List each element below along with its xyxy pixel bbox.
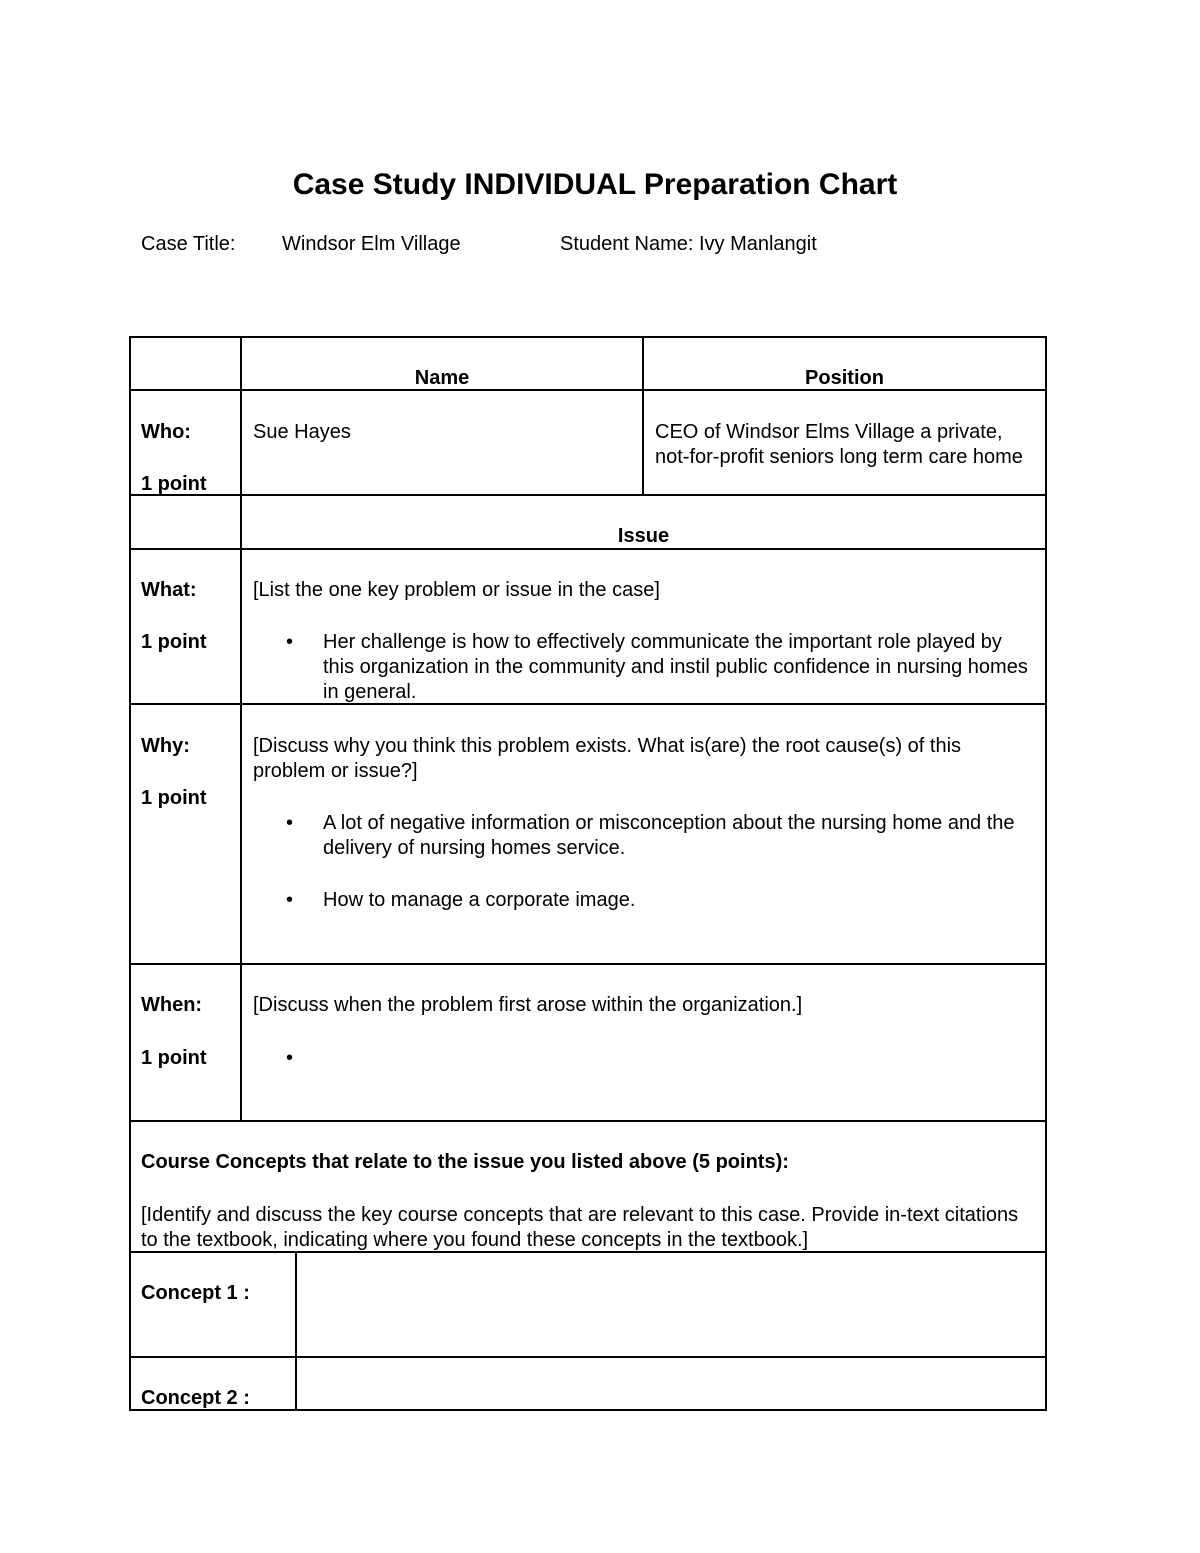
concepts-heading: Course Concepts that relate to the issue you listed above (5 points): <box>141 1151 789 1173</box>
issue-header: Issue <box>617 525 670 547</box>
concept-2-label: Concept 2 : <box>141 1387 250 1409</box>
row-line <box>129 1409 1047 1411</box>
bullet-icon: • <box>286 889 294 911</box>
what-label: What: <box>141 579 197 601</box>
who-name: Sue Hayes <box>253 421 351 443</box>
table-border-right <box>1045 336 1047 1411</box>
concepts-prompt: [Identify and discuss the key course concepts that are relevant to this case. Provide in-text citations to the textbook, indicating where you found these concepts in the textbook.] <box>141 1204 1019 1251</box>
who-label: Who: <box>141 421 191 443</box>
column-header-position: Position <box>805 367 884 389</box>
why-label: Why: <box>141 735 190 757</box>
when-points: 1 point <box>141 1047 207 1069</box>
case-title-label: Case Title: <box>141 233 236 255</box>
table-border-left <box>129 336 131 1411</box>
why-bullet-1: A lot of negative information or misconception about the nursing home and the delivery of nursing homes service. <box>323 812 1015 859</box>
why-bullet-2: How to manage a corporate image. <box>323 889 636 911</box>
label-column-divider <box>240 336 242 1121</box>
bullet-icon: • <box>286 631 294 653</box>
concept-2-field[interactable] <box>297 1358 1045 1409</box>
row-line <box>129 336 1047 338</box>
page-title: Case Study INDIVIDUAL Preparation Chart <box>292 168 898 201</box>
concept-1-field[interactable] <box>297 1253 1045 1356</box>
row-line <box>129 1120 1047 1122</box>
what-points: 1 point <box>141 631 207 653</box>
row-line <box>129 494 1047 496</box>
bullet-icon: • <box>286 1047 294 1069</box>
what-prompt: [List the one key problem or issue in the case] <box>253 579 660 601</box>
column-header-name: Name <box>414 367 470 389</box>
why-points: 1 point <box>141 787 207 809</box>
student-name: Student Name: Ivy Manlangit <box>560 233 817 255</box>
row-line <box>129 963 1047 965</box>
concept-1-label: Concept 1 : <box>141 1282 250 1304</box>
when-prompt: [Discuss when the problem first arose within the organization.] <box>253 994 803 1016</box>
who-position: CEO of Windsor Elms Village a private, not-for-profit seniors long term care home <box>655 421 1023 468</box>
what-bullet-1: Her challenge is how to effectively communicate the important role played by this organization in the community and instil public confidence in nursing homes in general. <box>323 631 1028 703</box>
bullet-icon: • <box>286 812 294 834</box>
when-label: When: <box>141 994 203 1016</box>
who-points: 1 point <box>141 473 207 495</box>
case-title-value: Windsor Elm Village <box>282 233 461 255</box>
why-prompt: [Discuss why you think this problem exists. What is(are) the root cause(s) of this problem or issue?] <box>253 735 962 782</box>
name-position-divider <box>642 336 644 495</box>
